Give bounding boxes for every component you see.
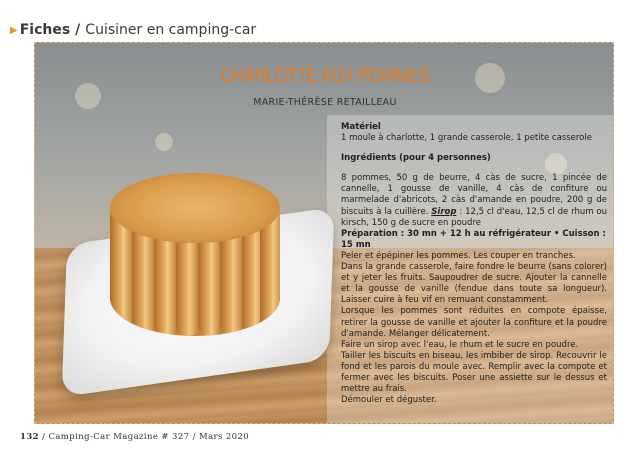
materiel-text: 1 moule à charlotte, 1 grande casserole, 1 petite casserole <box>341 133 592 144</box>
magazine-name: Camping-Car Magazine # 327 <box>48 432 190 442</box>
ingredients-text <box>341 173 607 228</box>
sirop-ingredients: : 12,5 cl d'eau, 12,5 cl de rhum ou kirsch, 150 g de sucre en poudre <box>341 206 608 228</box>
triangle-right-icon: ▶ <box>10 25 18 36</box>
sirop-label: Sirop <box>431 206 457 217</box>
issue-date: Mars 2020 <box>198 432 250 442</box>
charlotte-cake-top <box>110 173 280 243</box>
footer-separator: / <box>42 432 46 442</box>
recipe-panel <box>34 42 614 424</box>
background-light <box>155 133 173 151</box>
step: Peler et épépiner les pommes. Les couper en tranches. <box>341 250 576 261</box>
materiel-heading: Matériel <box>341 122 381 132</box>
subsection-title: Cuisiner en camping-car <box>85 22 257 38</box>
step: Dans la grande casserole, faire fondre le beurre (sans colorer) et y jeter les fruits. Saupoudrer de sucre. Ajouter la cannelle et la gousse de vanille (fendue dans toute sa longueur). Laisser cuire à feu vif en remuant constamment. <box>341 262 607 306</box>
ingredients-heading: Ingrédients (pour 4 personnes) <box>341 153 491 164</box>
page-footer <box>20 432 249 442</box>
step: Démouler et déguster. <box>341 395 437 406</box>
section-header <box>10 22 256 40</box>
recipe-title: CHARLOTTE AUX POMMES <box>220 65 430 87</box>
recipe-author: MARIE-THÉRÈSE RETAILLEAU <box>253 97 397 108</box>
ingredients-list: 8 pommes, 50 g de beurre, 4 càs de sucre, 1 pincée de cannelle, 1 gousse de vanille, 4 càs de confiture ou marmelade d'abricots, 2 càs d'amande en poudre, 200 g de biscuits à la cuillère. <box>341 173 607 217</box>
section-title: Fiches <box>19 22 71 38</box>
step: Faire un sirop avec l'eau, le rhum et le sucre en poudre. <box>341 339 579 350</box>
preparation-heading: Préparation : 30 mn + 12 h au réfrigérateur • Cuisson : 15 mn <box>341 228 606 250</box>
step: Tailler les biscuits en biseau, les imbiber de sirop. Recouvrir le fond et les parois du moule avec. Remplir avec la compote et fermer avec les biscuits. Poser une assiette sur le dessus et mettre au frais. <box>341 350 607 395</box>
recipe-content <box>341 122 607 406</box>
step: Lorsque les pommes sont réduites en compote épaisse, retirer la gousse de vanille et ajouter la confiture et la poudre d'amande. Mélanger délicatement. <box>341 306 607 339</box>
footer-separator: / <box>192 432 196 442</box>
header-separator: / <box>75 22 81 38</box>
page-number: 132 <box>20 432 39 442</box>
